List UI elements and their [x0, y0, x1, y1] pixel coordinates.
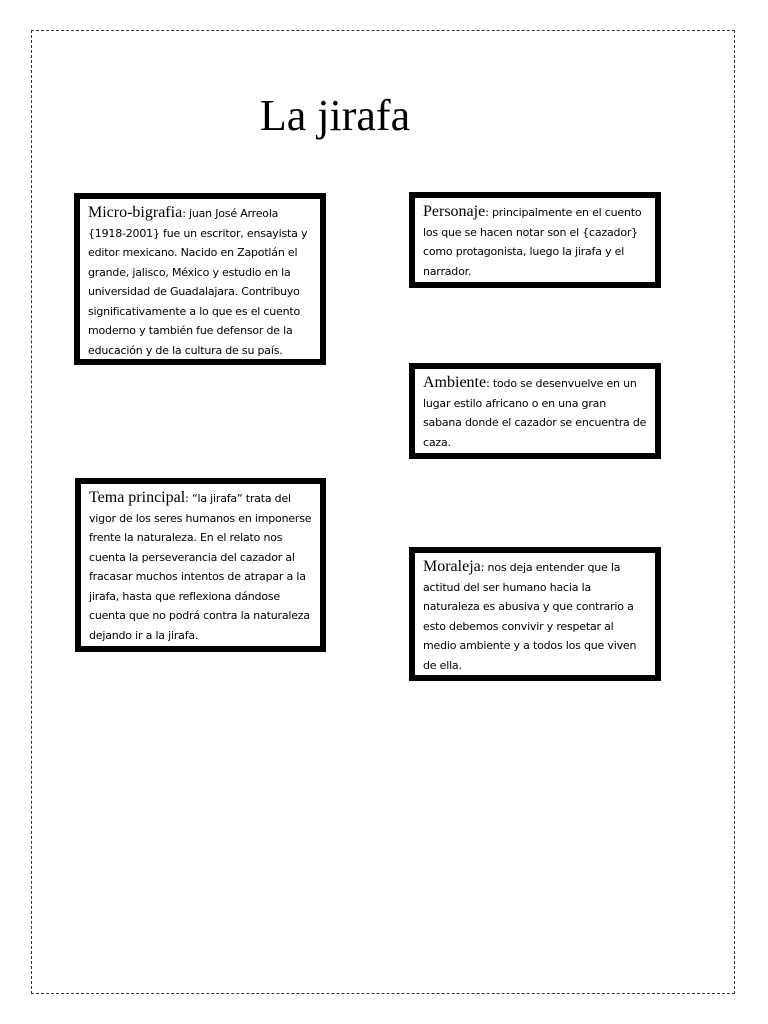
micro-biografia-box [74, 193, 326, 365]
personaje-label: Personaje [423, 203, 486, 220]
page-title: La jirafa [259, 91, 411, 140]
tema-principal-label: Tema principal [89, 489, 186, 506]
moraleja-text: : nos deja entender que la actitud del ser humano hacia la naturaleza es abusiva y que contrario a esto debemos convivir y respetar al medio ambiente y a todos los que viven de ella. [423, 561, 637, 672]
ambiente-text: : todo se desenvuelve en un lugar estilo africano o en una gran sabana donde el cazador se encuentra de caza. [423, 377, 647, 449]
moraleja-label: Moraleja [423, 558, 481, 575]
tema-principal-text: : “la jirafa” trata del vigor de los seres humanos en imponerse frente la naturaleza. En el relato nos cuenta la perseverancia del cazador al fracasar muchos intentos de atrapar a la jirafa, hasta que reflexiona dándose cuenta que no podrá contra la naturaleza dejando ir a la jirafa. [89, 492, 312, 642]
tema-principal-box [75, 478, 326, 652]
personaje-box [409, 192, 661, 288]
personaje-text: : principalmente en el cuento los que se hacen notar son el {cazador} como protagonista, luego la jirafa y el narrador. [423, 206, 642, 278]
moraleja-box [409, 547, 661, 681]
ambiente-label: Ambiente [423, 374, 487, 391]
micro-biografia-text: : juan José Arreola {1918-2001} fue un escritor, ensayista y editor mexicano. Nacido en Zapotlán el grande, jalisco, México y estudio en la universidad de Guadalajara. Contribuyo significativamente a lo que es el cuento moderno y también fue defensor de la educación y de la cultura de su país. [88, 207, 308, 357]
micro-biografia-label: Micro-bigrafia [88, 204, 183, 221]
ambiente-box [409, 363, 661, 459]
